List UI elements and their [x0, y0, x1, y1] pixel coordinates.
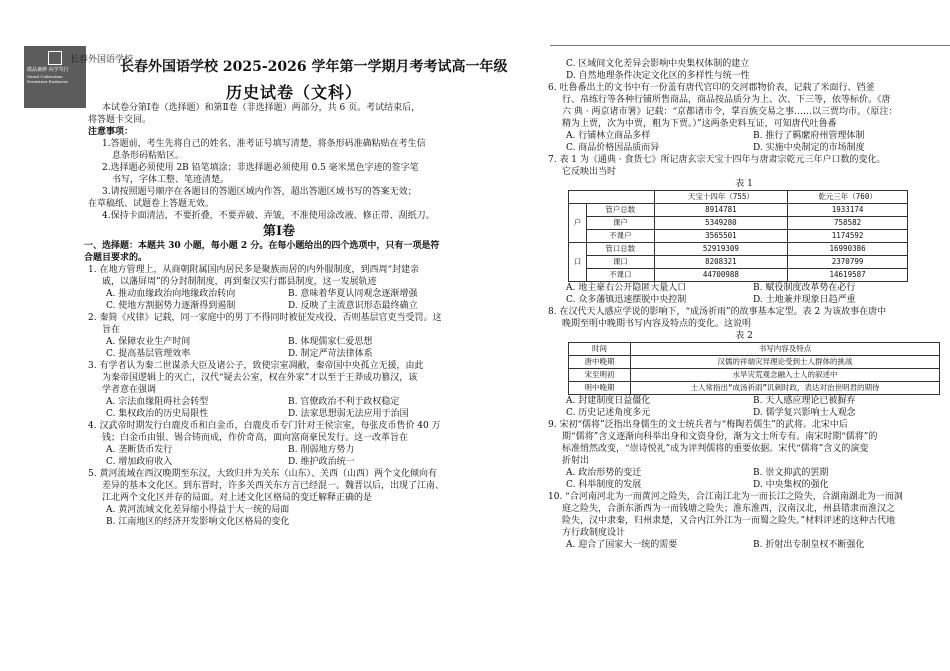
question-line: 精为上贾，次为中贾，粗为下贾。）”这两条史料互证，可知唐代吐鲁番 [562, 119, 837, 129]
question-line: 5. 黄河流域在西汉晚期至东汉，大致归并为关东（山东）、关西（山西）两个文化倾向有 [88, 469, 437, 479]
question-list [88, 264, 470, 528]
option: B. 崇文抑武的罢期 [753, 468, 829, 478]
question-line: 方行政制度设计 [562, 528, 626, 538]
notice-title: 注意事项： [88, 127, 134, 137]
question-line: 1. 在地方管理上，从商朝附属国内居民多是聚族而居的内外服制度，到西周“封建亲 [88, 265, 420, 275]
q7-options [548, 282, 940, 306]
q10-options [548, 539, 940, 551]
option: B. 折射出专制皇权不断强化 [753, 540, 865, 550]
notice-line: 2.选择题必须使用 2B 铅笔填涂；非选择题必须使用 0.5 毫米黑色字迹的签字笔 [102, 163, 419, 173]
question-line: 为秦帝国逻辑上的灭亡，汉代“疑去公室，权在外家”才以至于王莽成功篡汉，该 [102, 373, 418, 383]
table-cell: 宋至明初 [569, 369, 631, 382]
option: C. 使地方割据势力逐渐得到遏制 [106, 301, 236, 311]
question-line: 江北两个文化区并存的局面。对上述文化区格局的变迁解释正确的是 [102, 493, 373, 503]
question-line: 庭之险失，合浙东浙西为一而钱塘之险失；淮东淮西，汉南汉北，州县错隶而淮汉之 [562, 504, 896, 514]
notice-line: 在草稿纸、试题卷上答题无效。 [88, 199, 215, 209]
option: A. 政治形势的变迁 [566, 468, 642, 478]
question-options [88, 288, 470, 312]
question-line: 钱；白金币由银、锡合铸而成，作价奇高，面向富商豪民发行。这一改革旨在 [102, 433, 409, 443]
question-line: 3. 有学者认为秦二世谋杀大臣及诸公子，致使宗室凋敝，秦帝国中央孤立无援，由此 [88, 361, 424, 371]
table-cell: 1933174 [788, 204, 908, 217]
question-line: 它反映出当时 [562, 167, 617, 177]
logo-slogan-en: Moral Cultivation Persistent Endeavor [27, 74, 68, 84]
table-cell: 不课户 [587, 230, 655, 243]
right-column [548, 58, 940, 551]
table-cell: 8208321 [654, 256, 788, 269]
intro-line: 将答题卡交回。 [88, 115, 152, 125]
option: B. 削弱地方势力 [288, 445, 355, 455]
table-cell: 不课口 [587, 269, 655, 282]
table-caption: 表 2 [735, 331, 753, 341]
question-line: 差异的基本文化区。到东晋时，许多关西关东方言已经混一。魏晋以后，出现了江南、 [102, 481, 445, 491]
table-cell: 课口 [587, 256, 655, 269]
table-cell: 16990386 [788, 243, 908, 256]
option: B. 赋役制度改革势在必行 [753, 283, 856, 293]
question-options [88, 336, 470, 360]
question-options [88, 444, 470, 468]
option: B. 天人感应理论已被摒弃 [753, 396, 856, 406]
question-line: 险失，汉中隶秦，归州隶楚，又合内江外江为一而蜀之险失。”材料评述的这种古代地 [562, 516, 896, 526]
option: D. 儒学复兴影响士人观念 [753, 408, 856, 418]
logo-text: 长春外国语学校 [70, 55, 134, 65]
school-title: 长春外国语学校 2025-2026 学年第一学期月考考试高一年级 [120, 59, 508, 75]
question-line: 戚，以藩屏周”的分封制制度，再到秦汉实行郡县制度，这一发展轨迹 [102, 277, 377, 287]
question-options [88, 504, 470, 528]
table-cell: 2370799 [788, 256, 908, 269]
section-instruction: 一、选择题：本题共 30 小题，每小题 2 分。在每小题给出的四个选项中，只有一项是符 [84, 241, 440, 251]
question-line: 7. 表 1 为《通典 · 食货七》所记唐玄宗天宝十四年与唐肃宗乾元三年户口数的变化。 [548, 155, 886, 165]
question-line: 晚期至明中晚期书写内容及特点的变化。这说明 [562, 319, 752, 329]
table-1 [568, 190, 908, 282]
option: B. 体现儒家仁爱思想 [288, 337, 373, 347]
table-cell: 5349280 [654, 217, 788, 230]
option: A. 宗法血缘阻碍社会转型 [106, 397, 209, 407]
option: C. 科举制度的发展 [566, 480, 642, 490]
question-line: 六 典 · 两京诸市署》记载：“京都诸市令，掌百族交易之事……以三贾均市。（原注： [562, 107, 898, 117]
option: D. 自然地理条件决定文化区的多样性与统一性 [566, 71, 750, 81]
question-options [88, 396, 470, 420]
table-cell: 3565501 [654, 230, 788, 243]
question-line: 8. 在汉代天人感应学说的影响下，“成汤祈雨”的故事基本定型。表 2 为该故事在唐中 [548, 307, 887, 317]
question-line: 2. 秦简《戍律》记载，同一家庭中的男丁不得同时被征发戍役，否则基层官吏当受罚。这 [88, 313, 442, 323]
notice-line: 1.答题前，考生先将自己的姓名、准考证号填写清楚，将条形码准确粘贴在考生信 [102, 139, 426, 149]
option: B. 官僚政治不利于政权稳定 [288, 397, 400, 407]
logo-banner [24, 46, 134, 108]
question-line: 期“儒将”含义逐渐向科举出身和文资身份，渐为文士所专有。南宋时期“儒将”的 [562, 432, 878, 442]
option: D. 土地兼并现象日趋严重 [753, 295, 856, 305]
option: A. 行铺林立商品多样 [566, 131, 651, 141]
option: B. 意味着华夏认同观念逐渐增强 [288, 289, 418, 299]
table-cell: 明中晚期 [569, 382, 631, 395]
table-cell: 唐中晚期 [569, 356, 631, 369]
q5-options [548, 58, 940, 82]
table-cell: 士人常指出“成汤祈雨”讥刺时政，表达对治世明君的期待 [631, 382, 940, 395]
option: D. 实施中央制定的市场制度 [753, 143, 865, 153]
table-cell: 44700988 [654, 269, 788, 282]
table-header: 乾元三年（760） [788, 191, 908, 204]
notice-line: 3.请按照题号顺序在各题目的答题区域内作答，超出答题区域书写的答案无效； [102, 187, 417, 197]
logo-slogan: 做品兼修 向学笃行 [27, 67, 69, 73]
question-line: 6. 吐鲁番出土的文书中有一份盖有唐代官印的交河郡物价表，记载了米面行、铛釜 [548, 83, 875, 93]
option: C. 提高基层管理效率 [106, 349, 191, 359]
option: B. 江南地区的经济开发影响文化区格局的变化 [106, 517, 290, 527]
option: A. 推动血缘政治向地缘政治转向 [106, 289, 236, 299]
option: A. 迎合了国家大一统的需要 [566, 540, 678, 550]
left-column [84, 102, 470, 528]
table-header: 天宝十四年（755） [654, 191, 788, 204]
option: C. 商品价格因品质而异 [566, 143, 660, 153]
table-header: 时间 [569, 343, 631, 356]
table-cell: 1174592 [788, 230, 908, 243]
table-cell: 8914781 [654, 204, 788, 217]
question-line: 旨在 [102, 325, 121, 335]
option: A. 地主豪右公开隐匿大量人口 [566, 283, 687, 293]
table-header: 书写内容及特点 [631, 343, 940, 356]
q8-options [548, 395, 940, 419]
notice-line: 息条形码粘贴区。 [112, 151, 185, 161]
option: C. 增加政府收入 [106, 457, 173, 467]
question-line: 4. 汉武帝时期发行白鹿皮币和白金币，白鹿皮币专门针对王侯宗室，每张皮币售价 40 万 [88, 421, 441, 431]
notice-line: 4.保持卡面清洁，不要折叠，不要弄破、弄皱，不准使用涂改液、修正带、刮纸刀。 [102, 211, 435, 221]
option: D. 维护政治统一 [288, 457, 355, 467]
option: C. 集权政治的历史局限性 [106, 409, 209, 419]
table-group-label: 户 [569, 204, 587, 243]
option: C. 区域间文化差异会影响中央集权体制的建立 [566, 59, 750, 69]
table-cell: 管户总数 [587, 204, 655, 217]
table-cell: 课户 [587, 217, 655, 230]
option: D. 反映了主流意识形态最终确立 [288, 301, 418, 311]
table-cell: 水旱灾荒观念融入士人的叙述中 [631, 369, 940, 382]
table-cell: 管口总数 [587, 243, 655, 256]
table-caption: 表 1 [735, 179, 753, 189]
header-rule [550, 45, 950, 46]
question-line: 标准悄然改变，“崇诗悦礼”成为评判儒将的重要依据。宋代“儒将”含义的演变 [562, 444, 869, 454]
table-group-label: 口 [569, 243, 587, 282]
option: A. 垄断货币发行 [106, 445, 173, 455]
question-line: 10. “合河南河北为一而黄河之险失，合江南江北为一而长江之险失，合湖南湖北为一而洞 [548, 492, 903, 502]
section-title: 第Ⅰ卷 [262, 224, 296, 239]
option: D. 制定严苛法律体系 [288, 349, 373, 359]
table-2 [568, 342, 940, 395]
q9-options [548, 467, 940, 491]
option: A. 封建制度日益僵化 [566, 396, 651, 406]
option: C. 众多藩镇迅速摆脱中央控制 [566, 295, 687, 305]
table-cell: 汉儒的祥瑞灾异理论受到士人群体的挑战 [631, 356, 940, 369]
question-line: 折射出 [562, 456, 590, 466]
question-line: 9. 宋初“儒将”泛指出身儒生的文士统兵者与“梅陶若儒生”的武将。北宋中后 [548, 420, 848, 430]
option: A. 黄河流域文化差异缩小得益于大一统的局面 [106, 505, 290, 515]
q6-options [548, 130, 940, 154]
table-cell: 758582 [788, 217, 908, 230]
table-cell: 14619587 [788, 269, 908, 282]
option: A. 保障农业生产时间 [106, 337, 191, 347]
question-line: 学者意在强调 [102, 385, 157, 395]
exam-title: 历史试卷（文科） [226, 83, 363, 102]
table-cell: 52919309 [654, 243, 788, 256]
option: C. 历史记述角度多元 [566, 408, 651, 418]
table-corner [569, 191, 655, 204]
option: B. 推行了羁縻府州管理体制 [753, 131, 865, 141]
section-instruction: 合题目要求的。 [84, 253, 148, 263]
question-line: 行、帛练行等各种行铺所售商品，商品按品质分为上、次、下三等，依等标价。《唐 [562, 95, 891, 105]
notice-line: 书写，字体工整、笔迹清楚。 [112, 175, 230, 185]
option: D. 法家思想弱无法应用于治国 [288, 409, 409, 419]
intro-line: 本试卷分第Ⅰ卷（选择题）和第Ⅱ卷（非选择题）两部分，共 6 页。考试结束后， [102, 103, 421, 113]
option: D. 中央集权的强化 [753, 480, 829, 490]
